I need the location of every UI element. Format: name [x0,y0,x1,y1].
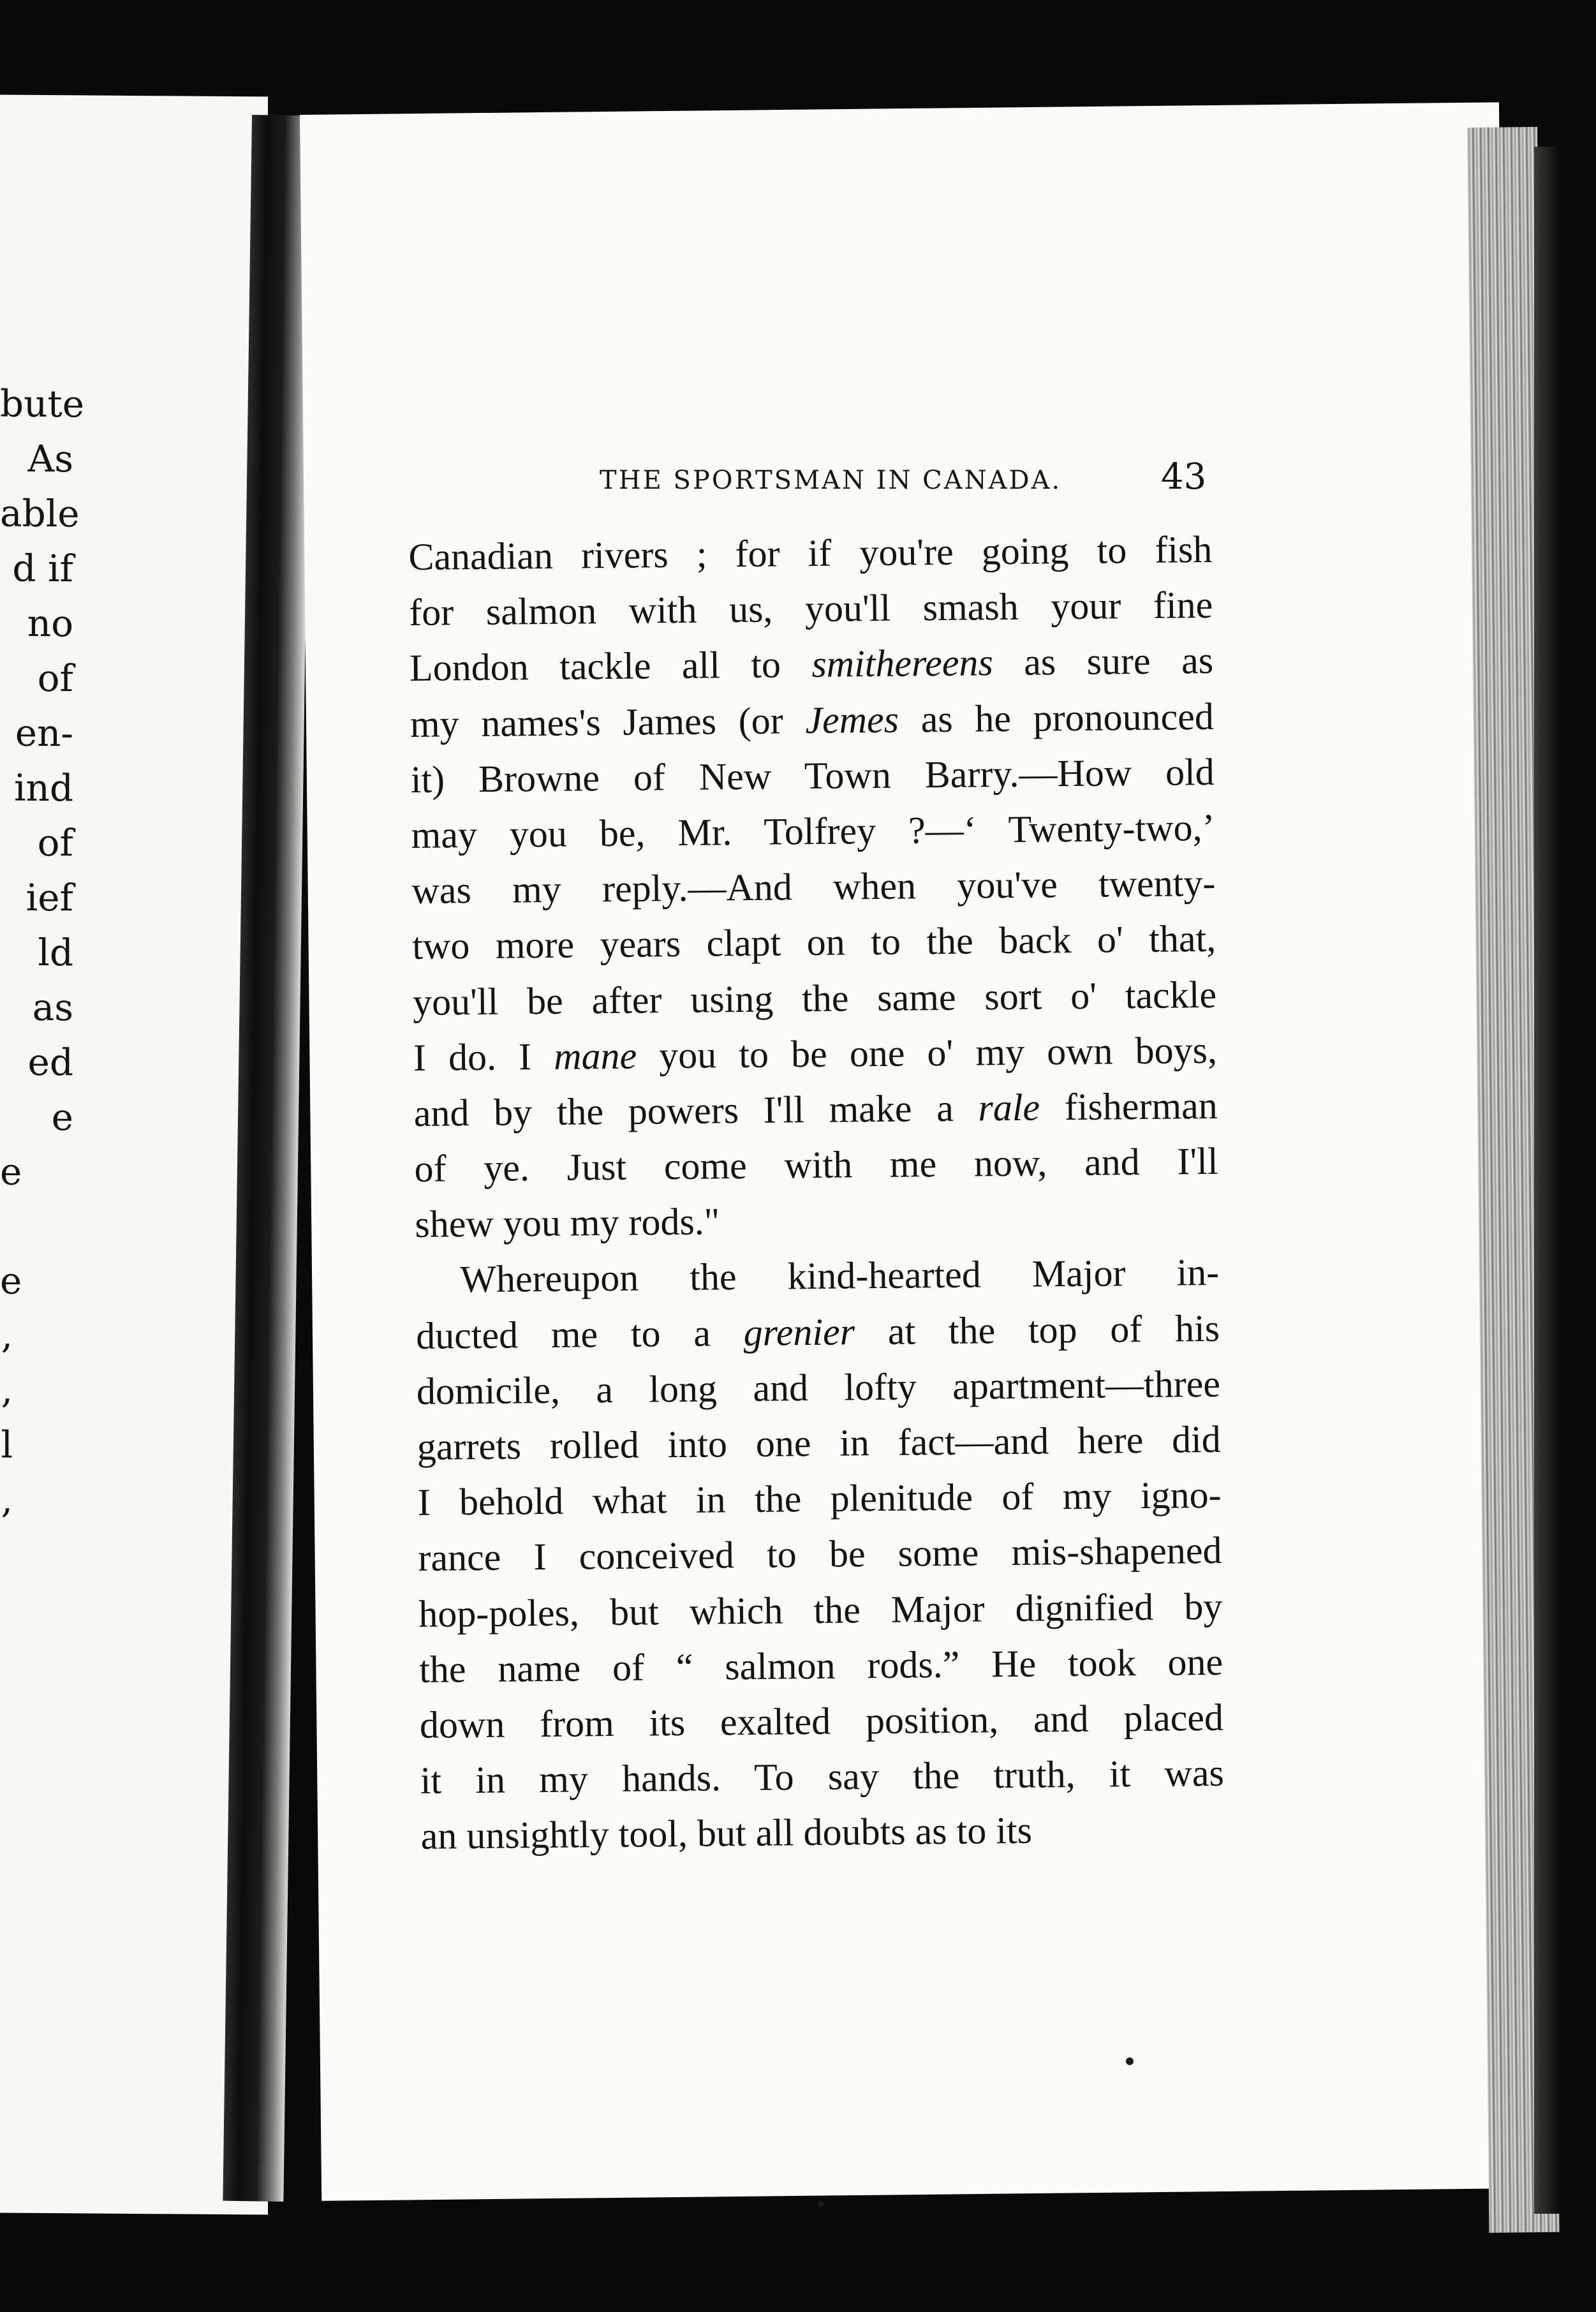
text-run: an unsightly tool, but all doubts as to its [420,1809,1033,1858]
text-run: Canadian rivers ; for if you're going to fish [408,528,1213,578]
previous-page-fragment: bute [0,382,85,426]
text-line [417,1356,1221,1419]
previous-page-fragment: of [37,656,73,700]
text-run: rance I conceived to be some mis-shapened [418,1529,1222,1580]
text-line [412,911,1216,974]
text-run: may you be, Mr. Tolfrey ?—‘ Twenty-two,’ [411,806,1215,856]
text-line [420,1801,1225,1864]
text-line [410,633,1214,696]
previous-page-fragment: , [1,1478,13,1522]
text-run: I behold what in the plenitude of my igno- [417,1474,1222,1524]
text-run: ducted me to a [415,1311,744,1357]
text-run: for salmon with us, you'll smash your fine [408,584,1213,634]
text-line [409,577,1213,641]
previous-page-fragment: , [1,1368,13,1412]
italic-word: rale [978,1086,1040,1129]
ink-speck [1126,2057,1134,2065]
text-run: of ye. Just come with me now, and I'll [414,1139,1218,1190]
previous-page-fragment: ind [13,766,73,810]
text-line [410,688,1215,752]
text-line [411,856,1216,919]
text-line [413,1023,1218,1086]
previous-page-fragment: , [1,1313,13,1357]
text-line [413,1078,1218,1141]
text-run: garrets rolled into one in fact—and here did [417,1418,1222,1468]
text-line [420,1690,1224,1753]
italic-word: mane [553,1034,637,1078]
previous-page-fragment: e [51,1095,73,1139]
text-run: was my reply.—And when you've twenty- [411,862,1216,912]
text-run: the name of “ salmon rods.” He took one [418,1640,1223,1691]
running-head: THE SPORTSMAN IN CANADA. [600,466,1062,495]
text-run: you to be one o' my own boys, [636,1028,1218,1077]
previous-page-fragment: ed [27,1040,73,1085]
previous-page-fragment: en- [15,711,73,755]
text-run: it) Browne of New Town Barry.—How old [410,750,1215,801]
text-run: I do. I [413,1035,554,1079]
previous-page-fragment: e [0,1150,22,1194]
previous-page-fragment: as [32,985,73,1030]
text-run: and by the powers I'll make a [413,1086,979,1134]
text-run: shew you my rods." [415,1200,720,1246]
text-run: it in my hands. To say the truth, it was [420,1751,1225,1802]
text-run: at the top of his [854,1307,1220,1352]
page-number: 43 [1161,456,1207,498]
body-text [408,522,1225,1864]
previous-page-fragment: no [27,601,73,646]
previous-page-fragment: e [0,1259,22,1303]
text-run: as he pronounced [898,695,1215,741]
ink-speck [818,2201,824,2207]
text-line [411,800,1215,863]
text-line [414,1134,1218,1197]
text-run: hop-poles, but which the Major dignified by [418,1585,1223,1635]
text-run: domicile, a long and lofty apartment—three [416,1362,1221,1412]
previous-page-fragment: of [37,820,73,865]
italic-word: Jemes [805,698,899,741]
text-line [415,1189,1219,1252]
page-edge-shadow [1534,147,1560,2214]
italic-word: smithereens [811,641,994,686]
text-run: my names's James (or [410,699,806,745]
text-line [413,967,1217,1030]
previous-page-fragment: able [0,491,80,536]
text-run: as sure as [993,639,1214,684]
text-run: London tackle all to [409,643,812,690]
previous-page-fragment: ief [26,875,73,920]
text-line [408,522,1213,585]
text-line [417,1412,1221,1475]
text-line [416,1300,1220,1363]
previous-page-fragment: ld [38,930,73,975]
text-line [418,1578,1223,1641]
previous-page-fragment: l [1,1423,13,1467]
text-line [410,745,1215,808]
text-line [418,1523,1222,1586]
text-line [420,1745,1224,1809]
text-line [415,1245,1220,1308]
previous-page-fragment: As [27,436,73,481]
text-run: down from its exalted position, and placed [419,1696,1224,1746]
text-run: fisherman [1039,1084,1218,1129]
italic-word: grenier [743,1310,855,1354]
previous-page-fragment: d if [12,546,73,591]
text-line [419,1634,1223,1698]
text-line [417,1467,1222,1530]
text-run: two more years clapt on to the back o' that, [411,917,1216,968]
text-run: you'll be after using the same sort o' tackle [412,973,1217,1023]
text-run: Whereupon the kind-hearted Major in- [459,1251,1220,1301]
